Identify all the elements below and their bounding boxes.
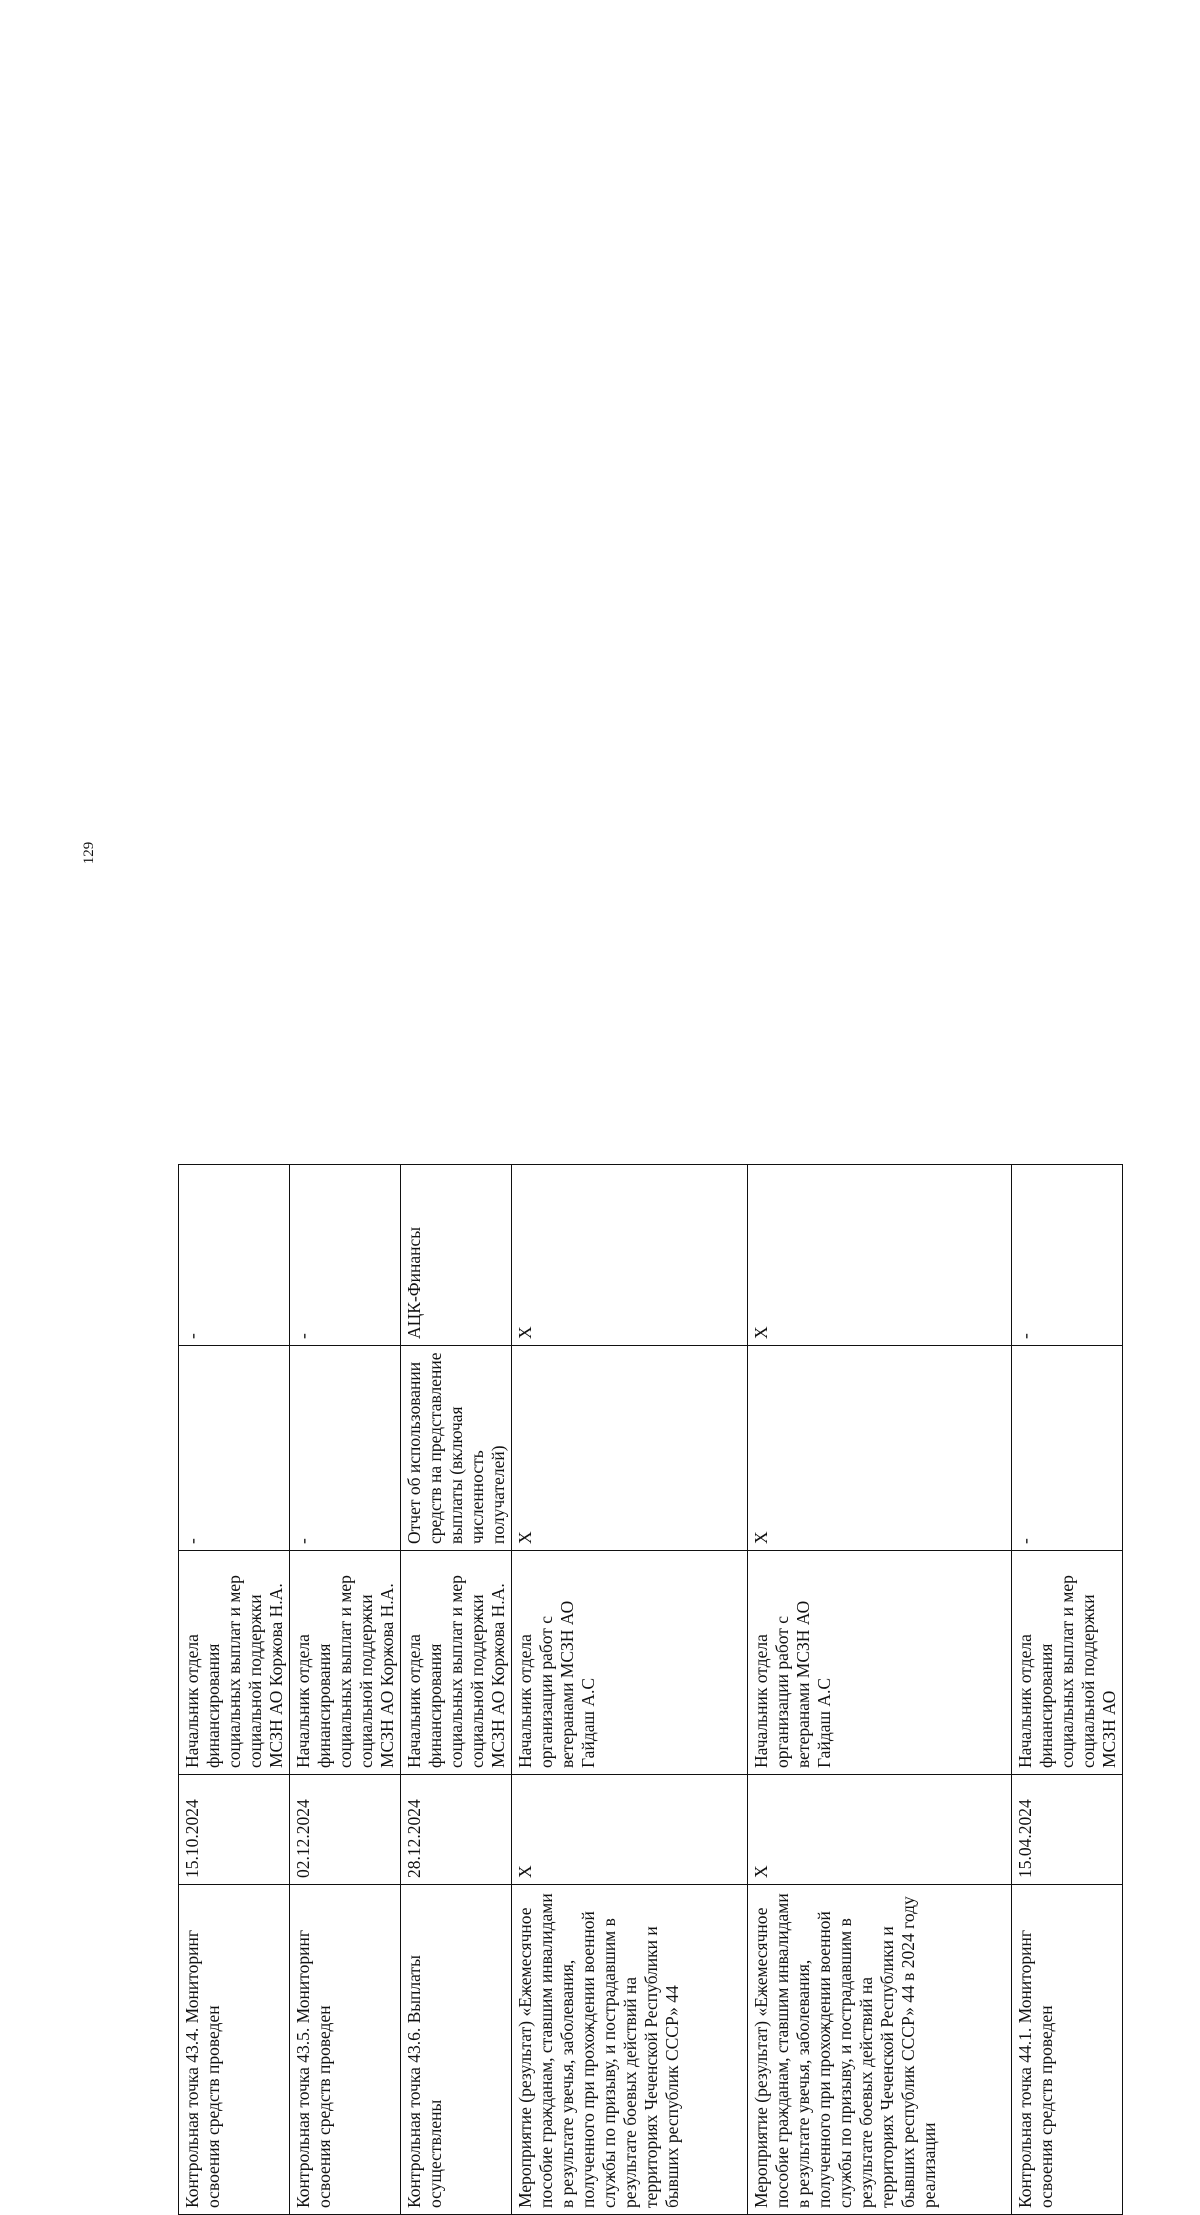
document-cell: Отчет об использовании средств на представление выплаты (включая численность получателей): [401, 1346, 512, 1551]
date-cell: 15.10.2024: [179, 1775, 290, 1885]
event-cell: Мероприятие (результат) «Ежемесячное пособие гражданам, ставшим инвалидами в результате увечья, заболевания, полученного при прохождении военной службы по призыву, и пострадавшим в результате боевых действий на территориях Чеченской Республики и бывших республик СССР» 44: [512, 1885, 748, 2215]
responsible-cell: Начальник отдела финансирования социальных выплат и мер социальной поддержки МСЗН АО Коржова Н.А.: [401, 1551, 512, 1775]
system-cell: -: [1012, 1165, 1123, 1346]
document-cell: -: [290, 1346, 401, 1551]
page-number: [82, 838, 102, 868]
table-row: [290, 1165, 401, 2215]
date-cell: X: [748, 1775, 1012, 1885]
responsible-cell: Начальник отдела финансирования социальных выплат и мер социальной поддержки МСЗН АО Коржова Н.А.: [179, 1551, 290, 1775]
date-cell: 15.04.2024: [1012, 1775, 1123, 1885]
event-cell: Контрольная точка 43.6. Выплаты осуществлены: [401, 1885, 512, 2215]
responsible-cell: Начальник отдела финансирования социальных выплат и мер социальной поддержки МСЗН АО Коржова Н.А.: [290, 1551, 401, 1775]
event-cell: Контрольная точка 44.1. Мониторинг освоения средств проведен: [1012, 1885, 1123, 2215]
table-row: [512, 1165, 748, 2215]
responsible-cell: Начальник отдела финансирования социальных выплат и мер социальной поддержки МСЗН АО: [1012, 1551, 1123, 1775]
system-cell: -: [290, 1165, 401, 1346]
event-cell: Контрольная точка 43.5. Мониторинг освоения средств проведен: [290, 1885, 401, 2215]
system-cell: АЦК-Финансы: [401, 1165, 512, 1346]
control-points-table: [178, 1164, 1123, 2215]
date-cell: X: [512, 1775, 748, 1885]
document-cell: -: [179, 1346, 290, 1551]
event-cell: Контрольная точка 43.4. Мониторинг освоения средств проведен: [179, 1885, 290, 2215]
control-points-table-wrapper: [178, 1165, 1119, 2215]
table-row: [1012, 1165, 1123, 2215]
system-cell: X: [512, 1165, 748, 1346]
responsible-cell: Начальник отдела организации работ с ветеранами МСЗН АО Гайдаш А.С: [512, 1551, 748, 1775]
system-cell: -: [179, 1165, 290, 1346]
document-cell: X: [512, 1346, 748, 1551]
page-number-text: 129: [81, 841, 97, 865]
event-cell: Мероприятие (результат) «Ежемесячное пособие гражданам, ставшим инвалидами в результате увечья, заболевания, полученного при прохождении военной службы по призыву, и пострадавшим в результате боевых действий на территориях Чеченской Республики и бывших республик СССР» 44 в 2024 году реализации: [748, 1885, 1012, 2215]
table-row: [401, 1165, 512, 2215]
table-row: [748, 1165, 1012, 2215]
responsible-cell: Начальник отдела организации работ с ветеранами МСЗН АО Гайдаш А.С: [748, 1551, 1012, 1775]
date-cell: 28.12.2024: [401, 1775, 512, 1885]
document-cell: -: [1012, 1346, 1123, 1551]
date-cell: 02.12.2024: [290, 1775, 401, 1885]
system-cell: X: [748, 1165, 1012, 1346]
table-row: [179, 1165, 290, 2215]
document-cell: X: [748, 1346, 1012, 1551]
